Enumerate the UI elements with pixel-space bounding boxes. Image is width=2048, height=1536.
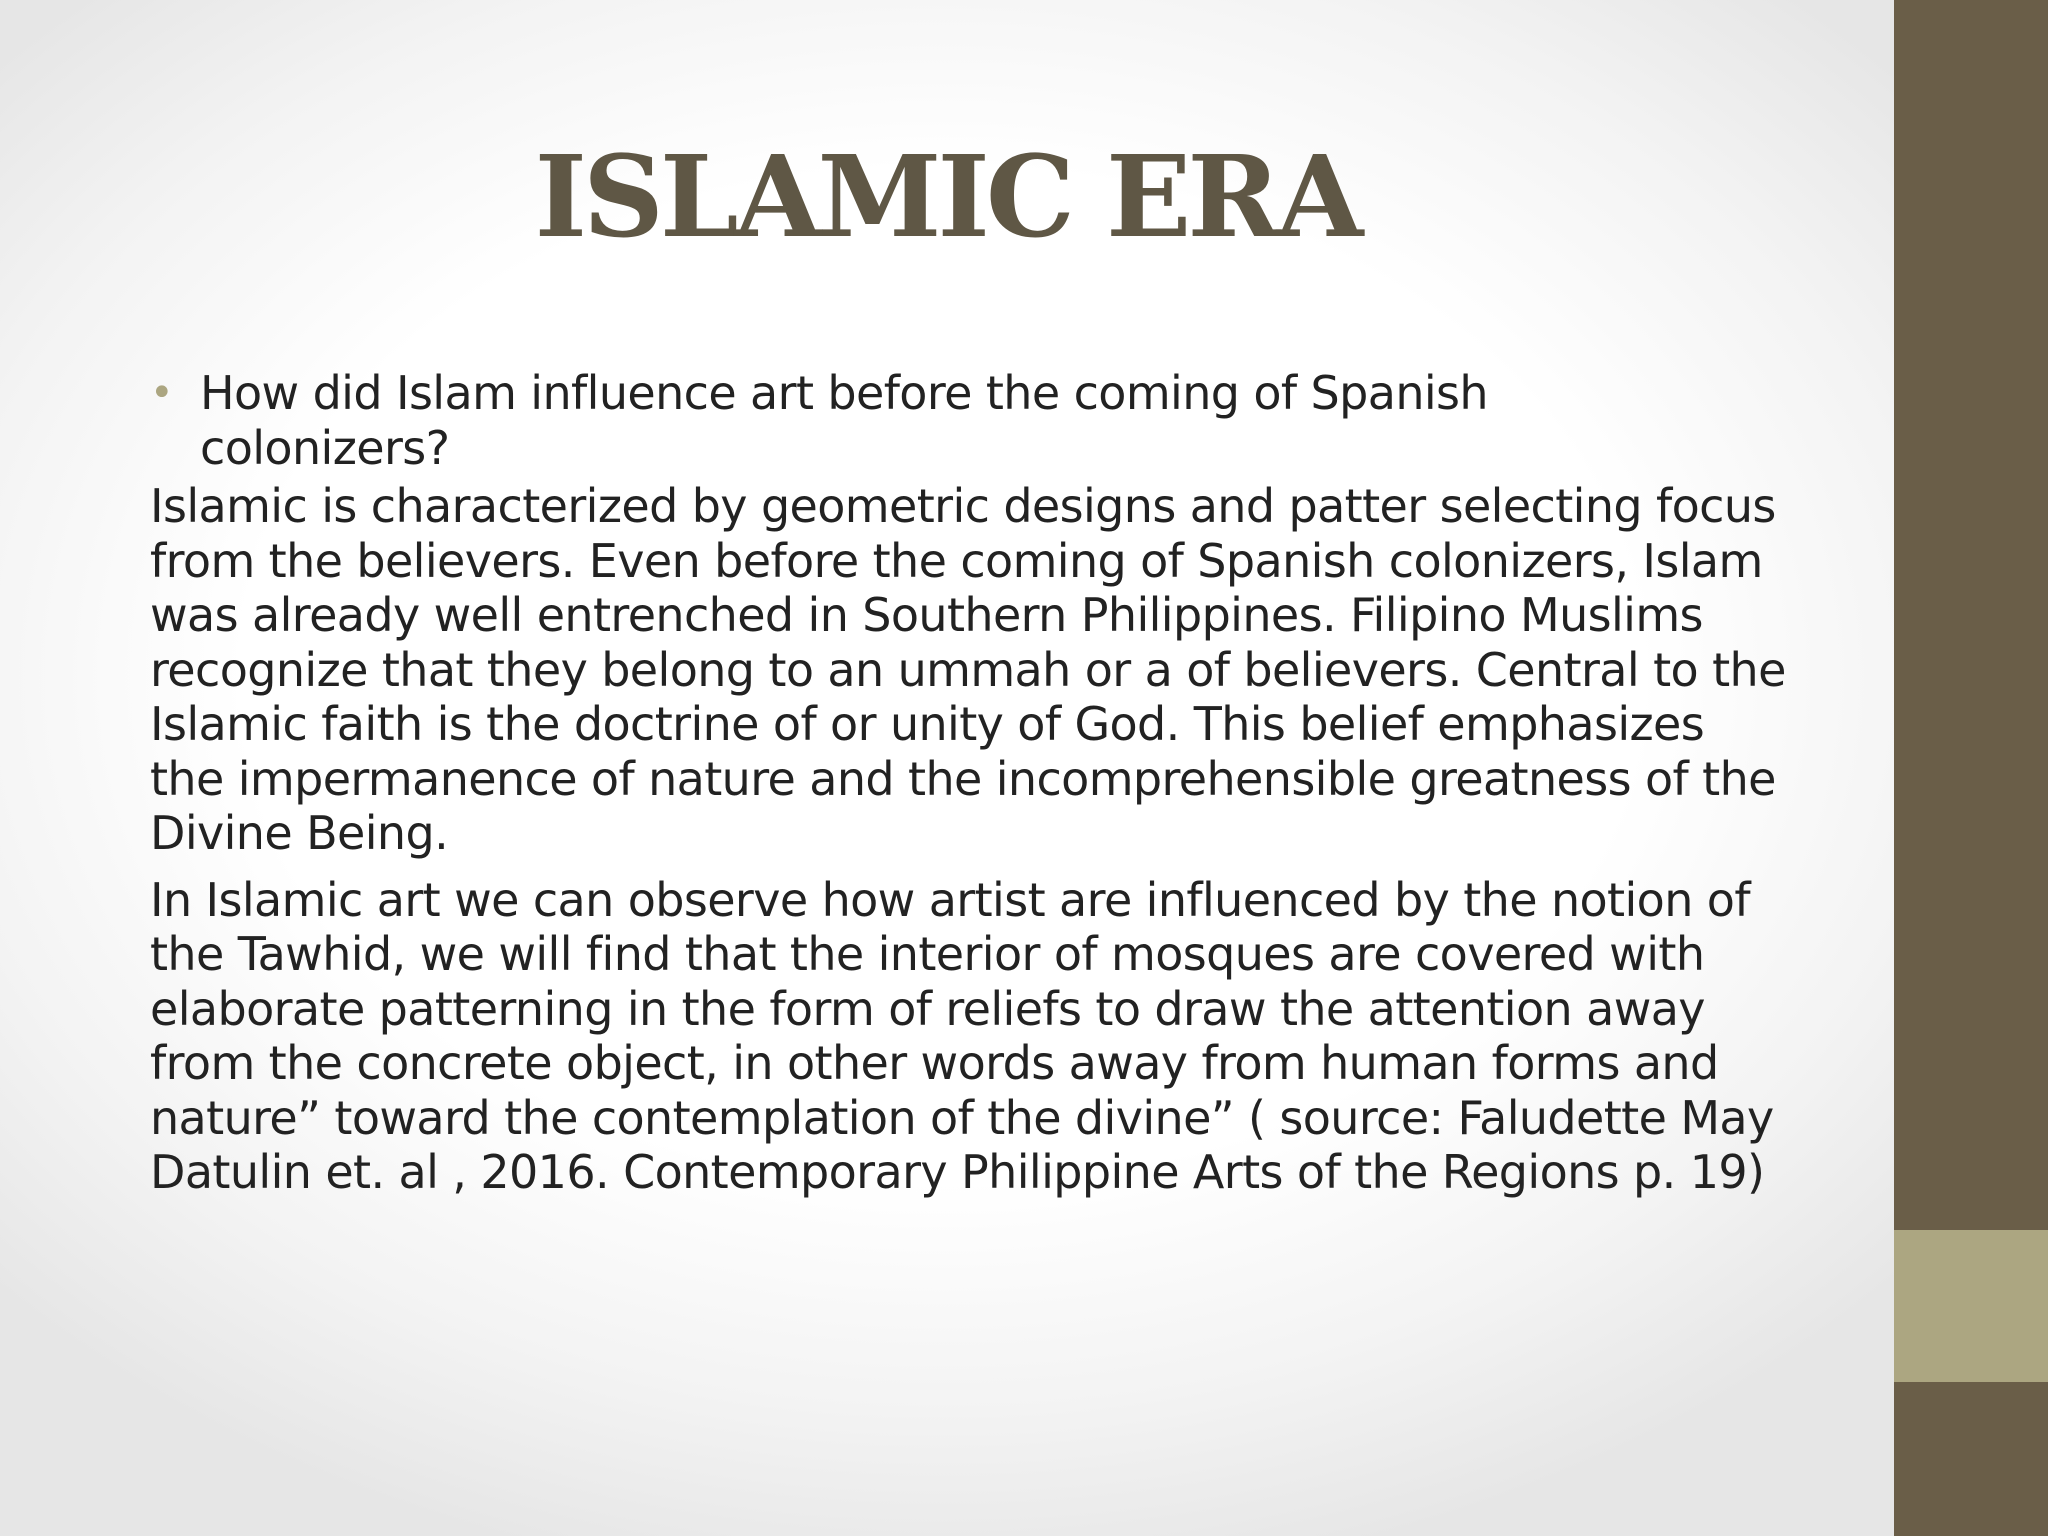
bullet-item bbox=[150, 366, 1790, 475]
paragraph-islamic-characteristics: Islamic is characterized by geometric designs and patter selecting focus from the believers. Even before the coming of Spanish colonizers, Islam was already well entrenched in Southern Philippines. Filipino Muslims recognize that they belong to an ummah or a of believers. Central to the Islamic faith is the doctrine of or unity of God. This belief emphasizes the impermanence of nature and the incomprehensible greatness of the Divine Being. bbox=[150, 479, 1786, 860]
side-decoration-accent bbox=[1894, 1230, 2048, 1382]
slide-title: ISLAMIC ERA bbox=[534, 132, 1360, 263]
paragraph-tawhid-influence: In Islamic art we can observe how artist are influenced by the notion of the Tawhid, we will find that the interior of mosques are covered with elaborate patterning in the form of reliefs to draw the attention away from the concrete object, in other words away from human forms and nature” toward the contemplation of the divine” ( source: Faludette May Datulin et. al , 2016. Contemporary Philippine Arts of the Regions p. 19) bbox=[150, 872, 1774, 1199]
slide-body bbox=[150, 366, 1790, 1212]
bullet-question: How did Islam influence art before the coming of Spanish colonizers? bbox=[200, 366, 1488, 475]
bullet-dot-icon: • bbox=[150, 370, 173, 416]
